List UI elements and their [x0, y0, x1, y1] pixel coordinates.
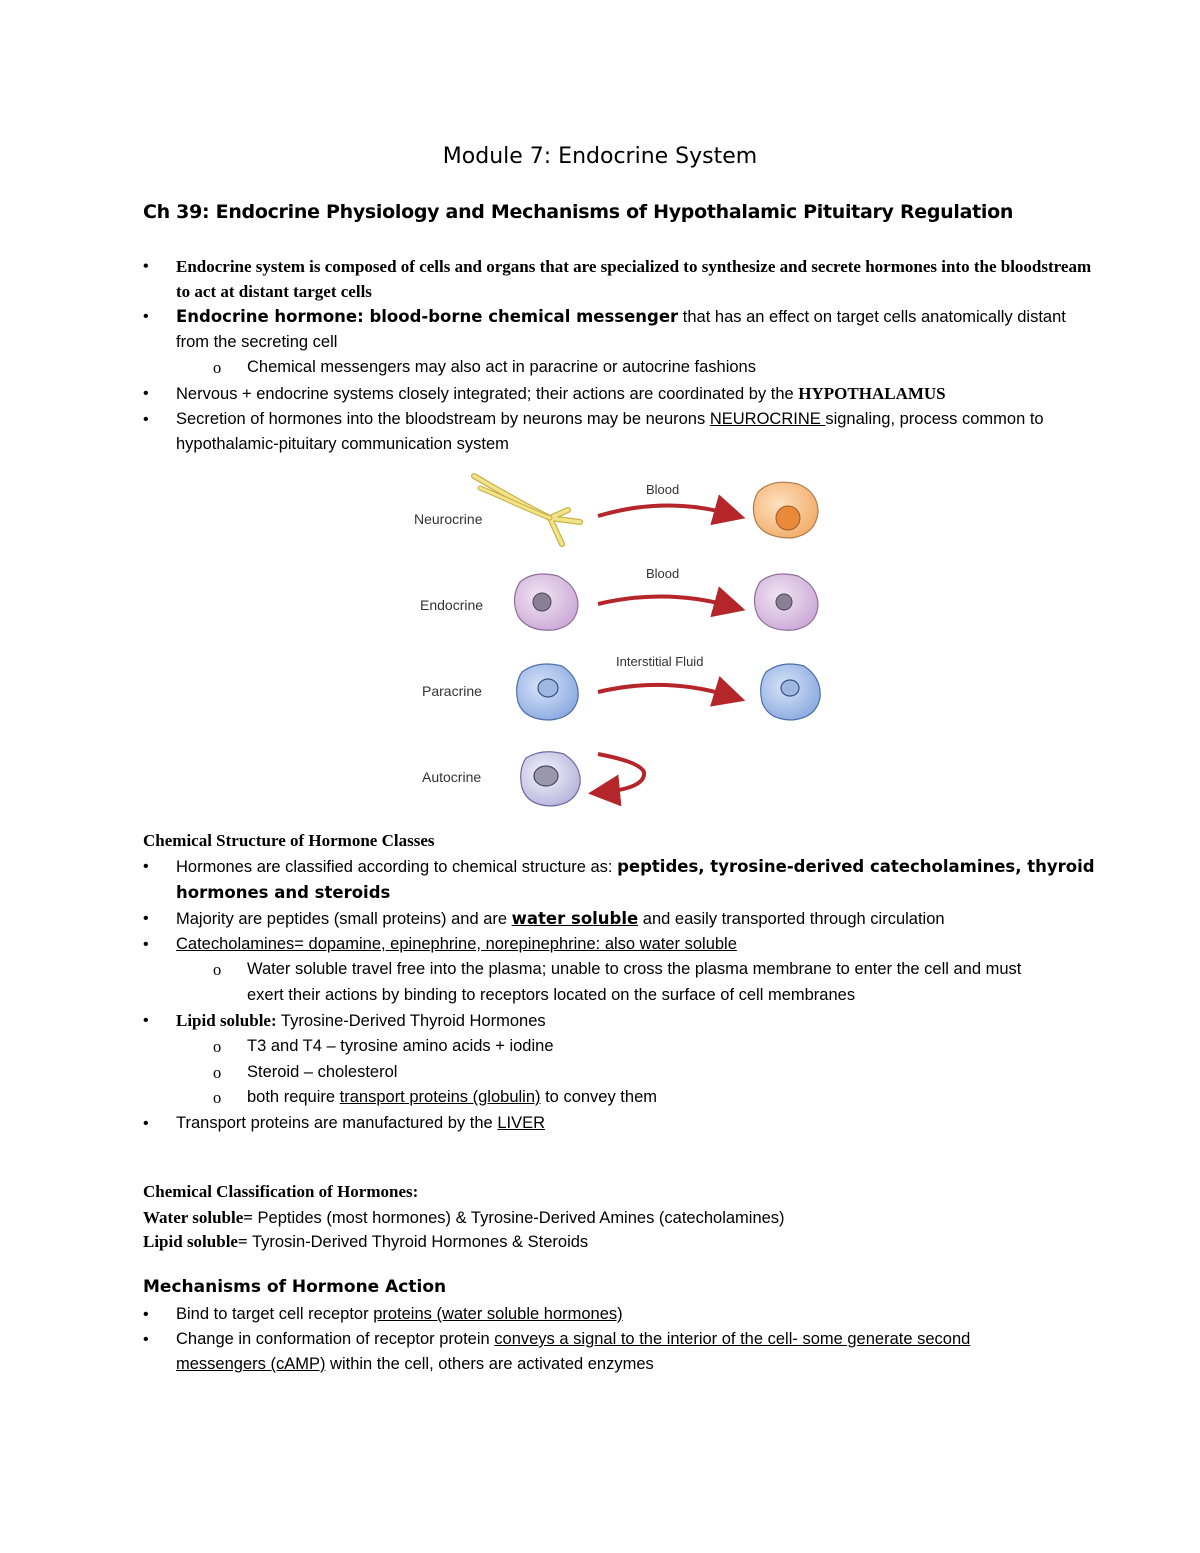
diagram-label-neurocrine: Neurocrine	[414, 511, 483, 527]
secreting-cell-blue	[517, 664, 579, 720]
water-soluble-line: Water soluble= Peptides (most hormones) & Tyrosine-Derived Amines (catecholamines)	[143, 1208, 785, 1227]
signaling-types-diagram	[400, 466, 840, 812]
sub-list-item: o both require transport proteins (globulin) to convey them	[143, 1085, 1103, 1111]
list-item: • Lipid soluble: Tyrosine-Derived Thyroid Hormones	[143, 1008, 1103, 1034]
list-item: • Endocrine hormone: blood-borne chemical messenger that has an effect on target cells anatomically distant from the secreting cell	[143, 304, 1103, 355]
lipid-soluble-line: Lipid soluble= Tyrosin-Derived Thyroid Hormones & Steroids	[143, 1232, 589, 1251]
list-item: • Bind to target cell receptor proteins (water soluble hormones)	[143, 1302, 1103, 1327]
list-item: • Change in conformation of receptor protein conveys a signal to the interior of the cell- some generate second messengers (cAMP) within the cell, others are activated enzymes	[143, 1327, 1103, 1377]
section-heading-mechanisms: Mechanisms of Hormone Action	[143, 1277, 447, 1297]
neuron-axon-icon	[474, 476, 580, 544]
list-item: • Hormones are classified according to chemical structure as: peptides, tyrosine-derived catecholamines, thyroid hormones and steroids	[143, 854, 1103, 906]
sub-list-item: o Water soluble travel free into the plasma; unable to cross the plasma membrane to enter the cell and must exert their actions by binding to receptors located on the surface of cell membranes	[143, 957, 1103, 1008]
autocrine-cell	[521, 752, 581, 806]
secreting-cell-purple	[514, 574, 578, 630]
list-item: • Catecholamines= dopamine, epinephrine, norepinephrine: also water soluble	[143, 932, 1103, 957]
page-title: Module 7: Endocrine System	[442, 144, 758, 169]
diagram-medium-blood-2: Blood	[646, 566, 680, 581]
arrow-icon	[598, 685, 730, 696]
diagram-label-autocrine: Autocrine	[422, 769, 482, 785]
diagram-medium-blood-1: Blood	[646, 482, 680, 497]
sub-list-item: o T3 and T4 – tyrosine amino acids + iodine	[143, 1034, 1103, 1060]
sub-list-item: o Chemical messengers may also act in paracrine or autocrine fashions	[143, 355, 1103, 381]
arrow-icon	[598, 596, 730, 606]
classification-lines	[143, 1206, 1103, 1254]
chapter-heading: Ch 39: Endocrine Physiology and Mechanisms of Hypothalamic Pituitary Regulation	[143, 201, 1014, 223]
arrow-icon	[598, 505, 730, 516]
diagram-label-paracrine: Paracrine	[422, 683, 482, 699]
target-cell-orange	[753, 482, 818, 538]
list-item: • Majority are peptides (small proteins) and are water soluble and easily transported through circulation	[143, 906, 1103, 932]
diagram-label-endocrine: Endocrine	[420, 597, 484, 613]
section-heading-classification: Chemical Classification of Hormones:	[143, 1182, 419, 1201]
sub-list-item: o Steroid – cholesterol	[143, 1060, 1103, 1086]
list-item: • Nervous + endocrine systems closely integrated; their actions are coordinated by the HYPOTHALAMUS	[143, 381, 1103, 407]
intro-list	[143, 254, 1103, 457]
list-item: • Transport proteins are manufactured by the LIVER	[143, 1111, 1103, 1136]
diagram-medium-interstitial: Interstitial Fluid	[616, 654, 704, 669]
target-cell-blue	[761, 664, 821, 720]
structure-list	[143, 854, 1103, 1136]
arrow-icon	[598, 754, 644, 792]
mechanisms-list	[143, 1302, 1103, 1377]
list-item: • Secretion of hormones into the bloodstream by neurons may be neurons NEUROCRINE signaling, process common to hypothalamic-pituitary communication system	[143, 407, 1103, 457]
list-item: • Endocrine system is composed of cells and organs that are specialized to synthesize and secrete hormones into the bloodstream to act at distant target cells	[143, 254, 1103, 304]
section-heading-structure: Chemical Structure of Hormone Classes	[143, 831, 435, 850]
target-cell-purple	[754, 574, 818, 630]
